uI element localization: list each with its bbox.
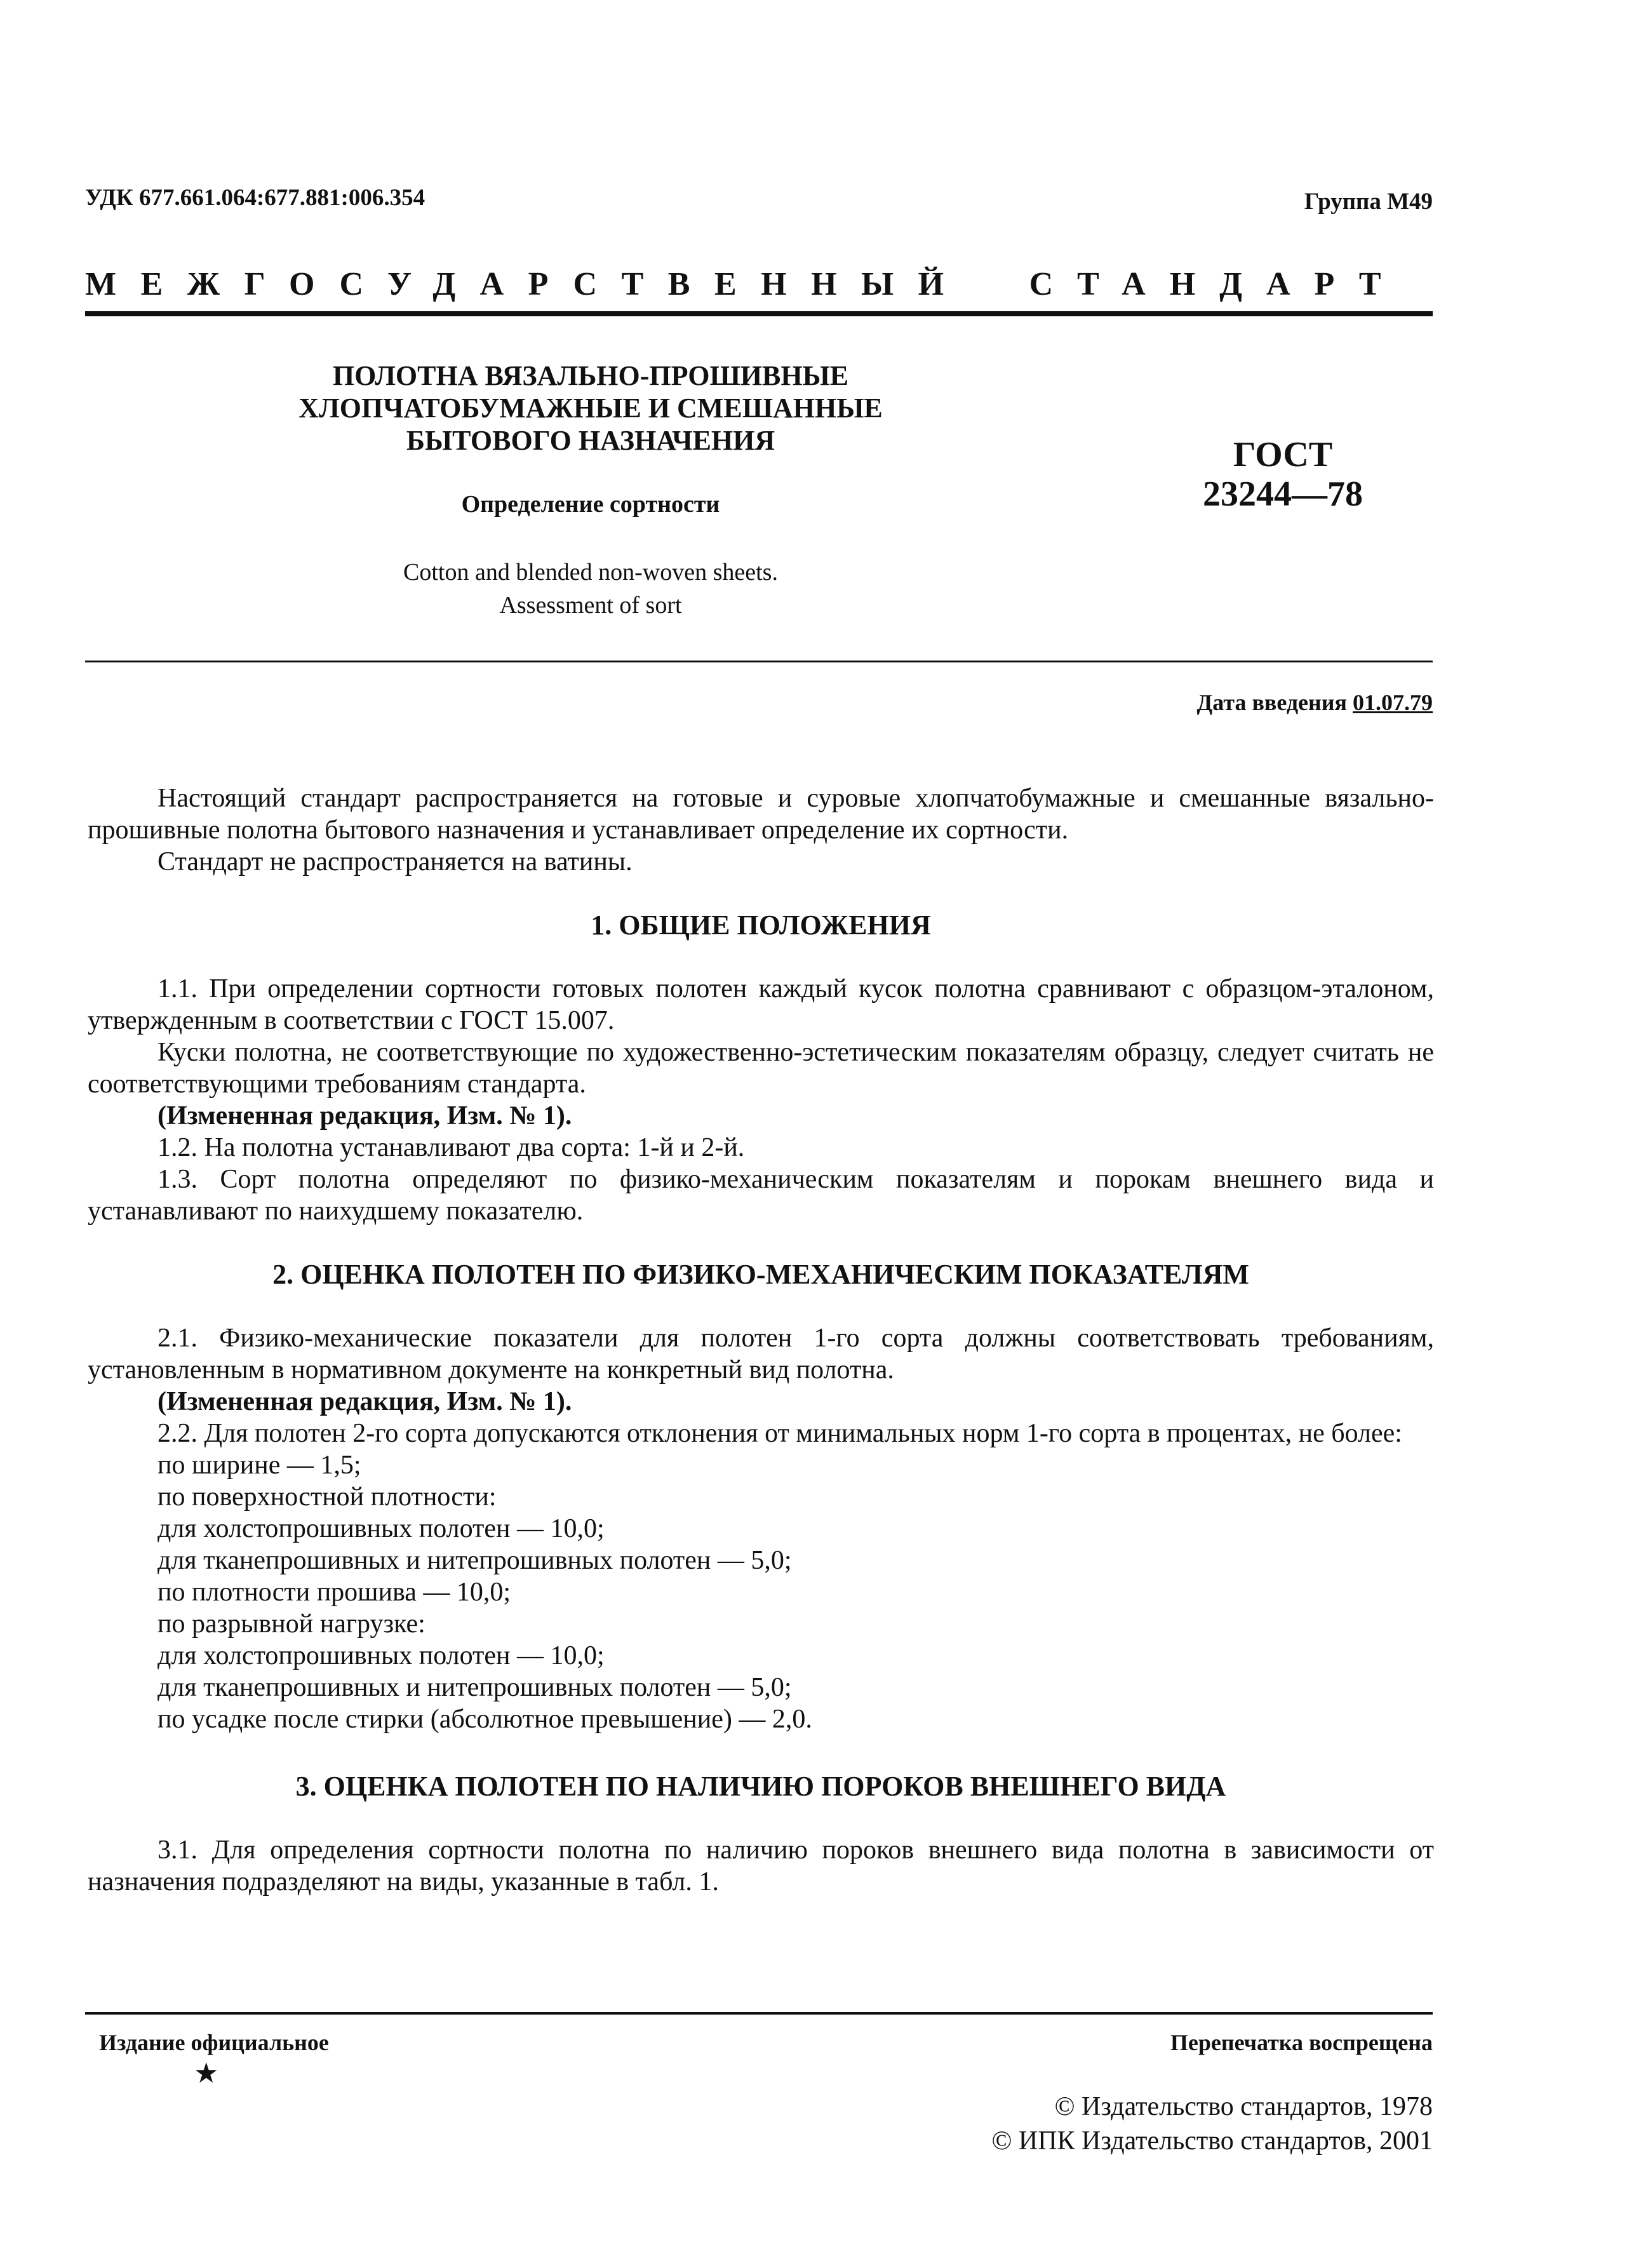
- gost-label: ГОСТ: [1233, 435, 1333, 474]
- paragraph: 2.2. Для полотен 2-го сорта допускаются отклонения от минимальных норм 1-го сорта в процентах, не более:: [157, 1419, 1402, 1448]
- list-item: по ширине — 1,5;: [157, 1451, 361, 1480]
- copyright-line: © Издательство стандартов, 1978: [1054, 2092, 1433, 2121]
- paragraph: 1.2. На полотна устанавливают два сорта: 1-й и 2-й.: [157, 1133, 745, 1162]
- paragraph: Куски полотна, не соответствующие по художественно-эстетическим показателям образцу, следует считать не соответствующими требованиям стандарта.: [88, 1038, 1434, 1099]
- document-body: [88, 782, 1434, 1898]
- title-rule: [85, 661, 1433, 662]
- paragraph: 1.1. При определении сортности готовых полотен каждый кусок полотна сравнивают с образцом-эталоном, утвержденным в соответствии с ГОСТ 15.007.: [88, 974, 1434, 1035]
- list-item: по усадке после стирки (абсолютное превышение) — 2,0.: [157, 1705, 812, 1734]
- title-line: БЫТОВОГО НАЗНАЧЕНИЯ: [406, 425, 775, 456]
- gost-designation: [1156, 435, 1410, 514]
- official-edition: Издание официальное: [99, 2030, 329, 2055]
- date-value: 01.07.79: [1353, 690, 1433, 715]
- copyright-line: © ИПК Издательство стандартов, 2001: [991, 2126, 1433, 2156]
- amendment-note: (Измененная редакция, Изм. № 1).: [157, 1387, 572, 1416]
- gost-number: 23244—78: [1203, 474, 1363, 514]
- list-item: по разрывной нагрузке:: [157, 1609, 425, 1639]
- reprint-notice: Перепечатка воспрещена: [1170, 2030, 1433, 2055]
- amendment-note: (Измененная редакция, Изм. № 1).: [157, 1101, 572, 1131]
- banner-word-interstate: МЕЖГОСУДАРСТВЕННЫЙ: [85, 266, 968, 302]
- list-item: для тканепрошивных и нитепрошивных полотен — 5,0;: [157, 1673, 792, 1702]
- section-heading: 1. ОБЩИЕ ПОЛОЖЕНИЯ: [591, 909, 931, 941]
- intro-paragraph: Стандарт не распространяется на ватины.: [157, 847, 633, 876]
- english-title-line: Assessment of sort: [499, 592, 682, 619]
- standard-banner: [85, 265, 1433, 303]
- date-label: Дата введения: [1196, 690, 1347, 715]
- list-item: для холстопрошивных полотен — 10,0;: [157, 1514, 605, 1543]
- paragraph: 1.3. Сорт полотна определяют по физико-механическим показателям и порокам внешнего вида и устанавливают по наихудшему показателю.: [88, 1165, 1434, 1226]
- udk-code: УДК 677.661.064:677.881:006.354: [85, 185, 425, 211]
- english-title: [241, 556, 940, 622]
- star-icon: ★: [194, 2058, 219, 2089]
- document-title: [241, 359, 940, 457]
- footer-rule: [85, 2012, 1433, 2015]
- list-item: для холстопрошивных полотен — 10,0;: [157, 1641, 605, 1670]
- title-line: ХЛОПЧАТОБУМАЖНЫЕ И СМЕШАННЫЕ: [298, 393, 883, 424]
- banner-word-standard: СТАНДАРТ: [1029, 266, 1405, 302]
- banner-rule: [85, 311, 1433, 316]
- list-item: по поверхностной плотности:: [157, 1482, 497, 1512]
- introduction-date: [1197, 689, 1433, 716]
- english-title-line: Cotton and blended non-woven sheets.: [403, 559, 778, 586]
- group-code: Группа М49: [1304, 189, 1433, 215]
- section-heading: 3. ОЦЕНКА ПОЛОТЕН ПО НАЛИЧИЮ ПОРОКОВ ВНЕШНЕГО ВИДА: [295, 1771, 1226, 1802]
- paragraph: 3.1. Для определения сортности полотна по наличию пороков внешнего вида полотна в зависимости от назначения подразделяют на виды, указанные в табл. 1.: [88, 1835, 1434, 1896]
- copyright-block: [991, 2090, 1433, 2158]
- document-subtitle: Определение сортности: [461, 491, 720, 518]
- intro-paragraph: Настоящий стандарт распространяется на готовые и суровые хлопчатобумажные и смешанные вязально-прошивные полотна бытового назначения и устанавливает определение их сортности.: [88, 784, 1434, 845]
- list-item: по плотности прошива — 10,0;: [157, 1578, 511, 1607]
- section-heading: 2. ОЦЕНКА ПОЛОТЕН ПО ФИЗИКО-МЕХАНИЧЕСКИМ ПОКАЗАТЕЛЯМ: [272, 1259, 1249, 1290]
- list-item: для тканепрошивных и нитепрошивных полотен — 5,0;: [157, 1546, 792, 1575]
- title-line: ПОЛОТНА ВЯЗАЛЬНО-ПРОШИВНЫЕ: [332, 360, 849, 391]
- paragraph: 2.1. Физико-механические показатели для полотен 1-го сорта должны соответствовать требованиям, установленным в нормативном документе на конкретный вид полотна.: [88, 1324, 1434, 1385]
- top-header: [85, 184, 1433, 217]
